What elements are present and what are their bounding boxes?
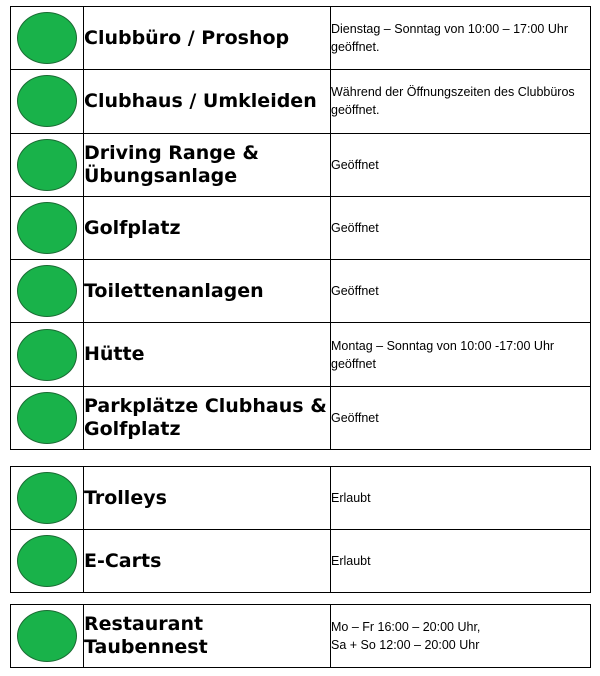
facility-status: Geöffnet [331,133,591,196]
green-circle-icon [17,202,77,254]
equipment-table [10,466,591,593]
facility-label-line: Taubennest [84,636,208,658]
facility-label: Golfplatz [84,196,331,259]
green-circle-icon [17,139,77,191]
facility-label-line: Restaurant [84,613,204,635]
facility-status-line: Sa + So 12:00 – 20:00 Uhr [331,638,480,652]
green-circle-icon [17,472,77,524]
table-row [11,605,591,668]
table-row [11,133,591,196]
facility-status: Erlaubt [331,530,591,593]
facility-status-line: Mo – Fr 16:00 – 20:00 Uhr, [331,620,481,634]
facility-label: Trolleys [84,467,331,530]
facility-status: Geöffnet [331,386,591,449]
facility-label [84,605,331,668]
facility-label-line: Driving Range & [84,141,259,164]
facility-label: Clubbüro / Proshop [84,7,331,70]
facility-status: Geöffnet [331,196,591,259]
table-row [11,530,591,593]
facility-label [84,386,331,449]
green-circle-icon [17,610,77,662]
green-circle-icon [17,535,77,587]
facility-label: E-Carts [84,530,331,593]
facility-label: Clubhaus / Umkleiden [84,70,331,133]
restaurant-table [10,604,591,668]
green-circle-icon [17,75,77,127]
facility-label-line: Übungsanlage [84,164,238,187]
facility-status: Geöffnet [331,260,591,323]
green-circle-icon [17,392,77,444]
facility-status [331,605,591,668]
facility-label: Hütte [84,323,331,386]
facility-status: Erlaubt [331,467,591,530]
green-circle-icon [17,265,77,317]
table-row [11,323,591,386]
facility-status: Dienstag – Sonntag von 10:00 – 17:00 Uhr geöffnet. [331,7,591,70]
green-circle-icon [17,329,77,381]
green-circle-icon [17,12,77,64]
facility-label [84,133,331,196]
table-row [11,260,591,323]
facility-status: Während der Öffnungszeiten des Clubbüros geöffnet. [331,70,591,133]
facility-label: Toilettenanlagen [84,260,331,323]
table-row [11,196,591,259]
facility-label-line: Golfplatz [84,417,181,440]
table-row [11,467,591,530]
facility-status: Montag – Sonntag von 10:00 -17:00 Uhr geöffnet [331,323,591,386]
table-row [11,386,591,449]
facilities-table [10,6,591,450]
table-row [11,7,591,70]
table-row [11,70,591,133]
facility-label-line: Parkplätze Clubhaus & [84,394,327,417]
